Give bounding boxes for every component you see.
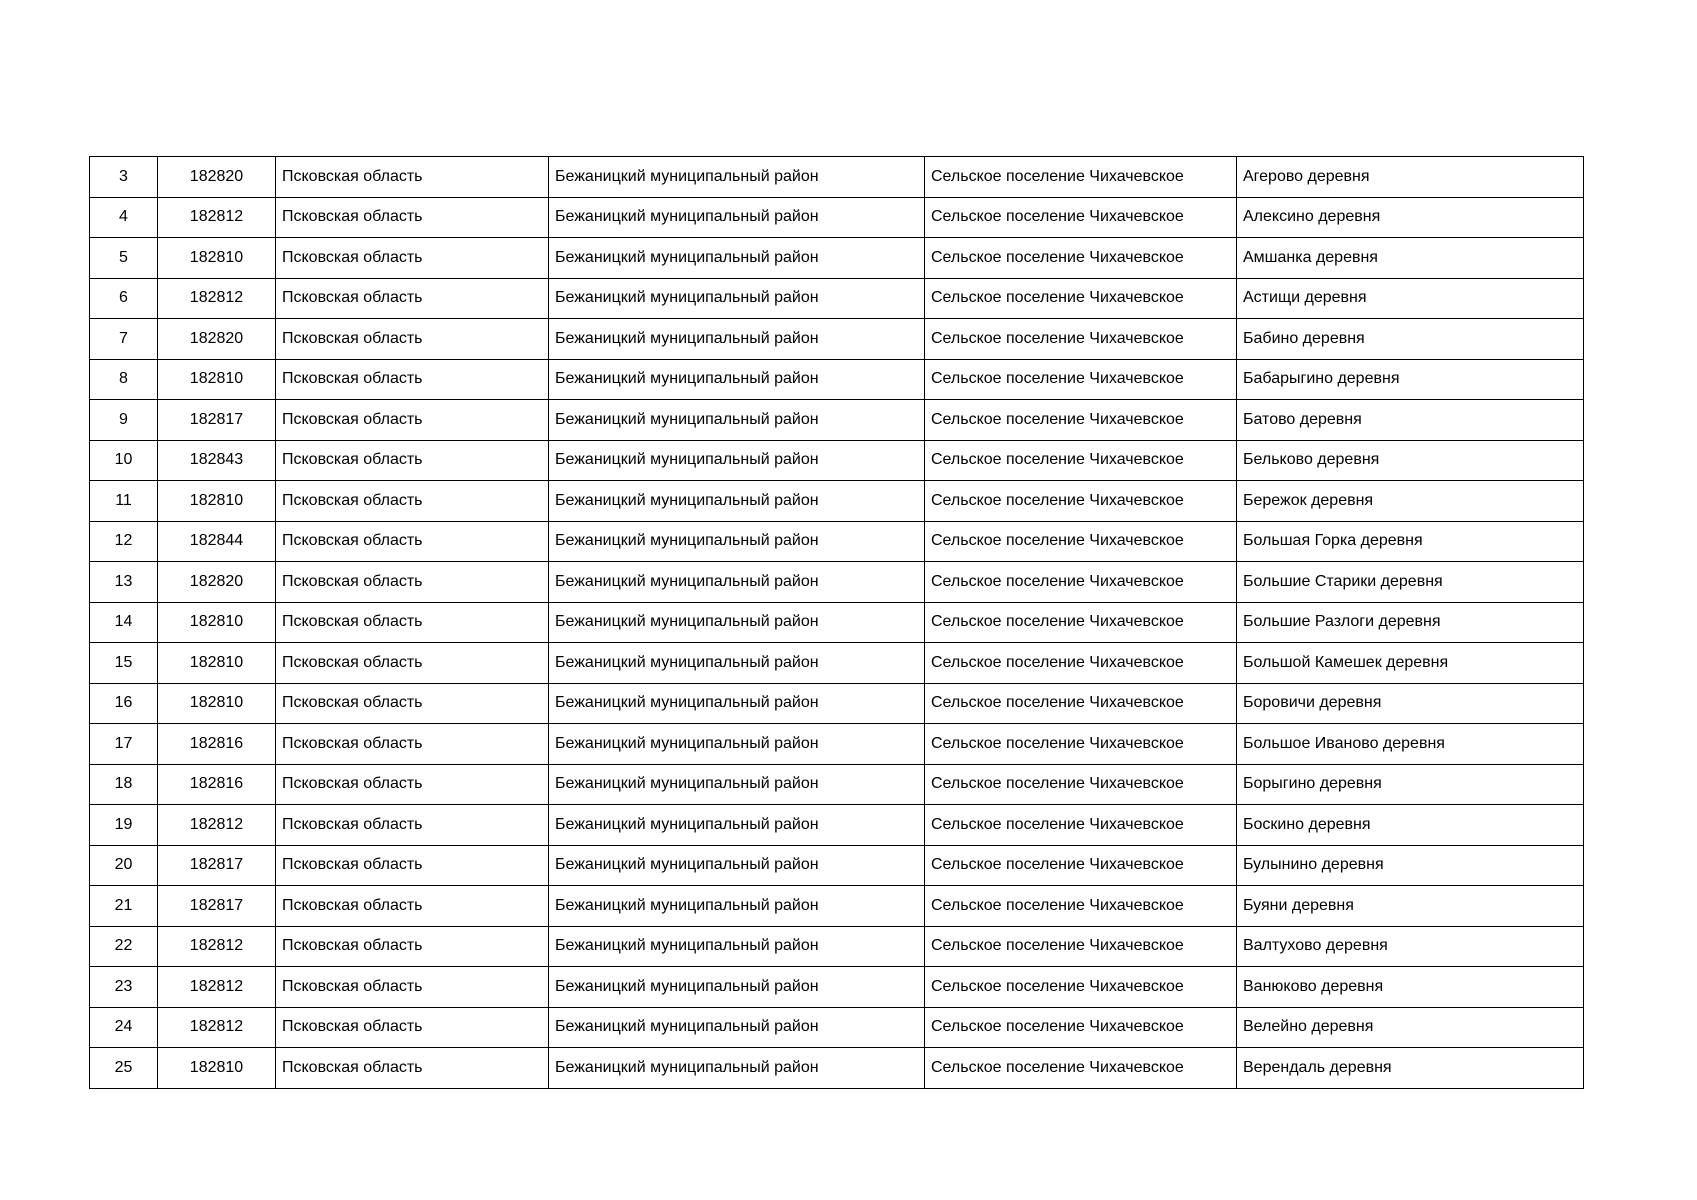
table-body — [90, 157, 1584, 1089]
region-cell: Псковская область — [276, 157, 549, 198]
region-cell: Псковская область — [276, 319, 549, 360]
region-cell: Псковская область — [276, 1007, 549, 1048]
settlement-cell: Сельское поселение Чихачевское — [925, 1048, 1237, 1089]
table-row — [90, 805, 1584, 846]
settlement-cell: Сельское поселение Чихачевское — [925, 157, 1237, 198]
table-row — [90, 481, 1584, 522]
table-row — [90, 278, 1584, 319]
region-cell: Псковская область — [276, 724, 549, 765]
table-row — [90, 400, 1584, 441]
table-row — [90, 562, 1584, 603]
postal-code-cell: 182810 — [158, 359, 276, 400]
row-number-cell: 15 — [90, 643, 158, 684]
settlement-cell: Сельское поселение Чихачевское — [925, 440, 1237, 481]
row-number-cell: 7 — [90, 319, 158, 360]
district-cell: Бежаницкий муниципальный район — [549, 967, 925, 1008]
row-number-cell: 10 — [90, 440, 158, 481]
district-cell: Бежаницкий муниципальный район — [549, 440, 925, 481]
locality-cell: Верендаль деревня — [1237, 1048, 1584, 1089]
locality-cell: Астищи деревня — [1237, 278, 1584, 319]
row-number-cell: 13 — [90, 562, 158, 603]
table-row — [90, 926, 1584, 967]
row-number-cell: 22 — [90, 926, 158, 967]
region-cell: Псковская область — [276, 602, 549, 643]
settlement-cell: Сельское поселение Чихачевское — [925, 1007, 1237, 1048]
table-row — [90, 602, 1584, 643]
row-number-cell: 21 — [90, 886, 158, 927]
district-cell: Бежаницкий муниципальный район — [549, 805, 925, 846]
row-number-cell: 23 — [90, 967, 158, 1008]
region-cell: Псковская область — [276, 967, 549, 1008]
postal-code-cell: 182812 — [158, 926, 276, 967]
postal-code-cell: 182817 — [158, 400, 276, 441]
region-cell: Псковская область — [276, 805, 549, 846]
locality-cell: Большие Разлоги деревня — [1237, 602, 1584, 643]
postal-code-cell: 182812 — [158, 805, 276, 846]
settlement-cell: Сельское поселение Чихачевское — [925, 926, 1237, 967]
table-row — [90, 197, 1584, 238]
postal-code-cell: 182820 — [158, 319, 276, 360]
region-cell: Псковская область — [276, 521, 549, 562]
district-cell: Бежаницкий муниципальный район — [549, 643, 925, 684]
district-cell: Бежаницкий муниципальный район — [549, 562, 925, 603]
settlement-cell: Сельское поселение Чихачевское — [925, 764, 1237, 805]
postal-code-cell: 182812 — [158, 278, 276, 319]
locality-cell: Булынино деревня — [1237, 845, 1584, 886]
district-cell: Бежаницкий муниципальный район — [549, 926, 925, 967]
row-number-cell: 14 — [90, 602, 158, 643]
row-number-cell: 5 — [90, 238, 158, 279]
region-cell: Псковская область — [276, 197, 549, 238]
settlement-cell: Сельское поселение Чихачевское — [925, 724, 1237, 765]
table-row — [90, 643, 1584, 684]
region-cell: Псковская область — [276, 440, 549, 481]
table-row — [90, 683, 1584, 724]
table-row — [90, 724, 1584, 765]
region-cell: Псковская область — [276, 764, 549, 805]
table-row — [90, 1007, 1584, 1048]
region-cell: Псковская область — [276, 926, 549, 967]
locality-cell: Большая Горка деревня — [1237, 521, 1584, 562]
row-number-cell: 3 — [90, 157, 158, 198]
settlement-cell: Сельское поселение Чихачевское — [925, 886, 1237, 927]
settlement-cell: Сельское поселение Чихачевское — [925, 278, 1237, 319]
region-cell: Псковская область — [276, 845, 549, 886]
row-number-cell: 11 — [90, 481, 158, 522]
table-row — [90, 764, 1584, 805]
postal-code-cell: 182817 — [158, 845, 276, 886]
table-row — [90, 359, 1584, 400]
region-cell: Псковская область — [276, 643, 549, 684]
postal-code-cell: 182843 — [158, 440, 276, 481]
locality-cell: Бельково деревня — [1237, 440, 1584, 481]
postal-code-cell: 182810 — [158, 238, 276, 279]
district-cell: Бежаницкий муниципальный район — [549, 521, 925, 562]
locality-cell: Батово деревня — [1237, 400, 1584, 441]
table-row — [90, 845, 1584, 886]
row-number-cell: 9 — [90, 400, 158, 441]
settlement-cell: Сельское поселение Чихачевское — [925, 238, 1237, 279]
settlement-cell: Сельское поселение Чихачевское — [925, 481, 1237, 522]
table-row — [90, 1048, 1584, 1089]
region-cell: Псковская область — [276, 886, 549, 927]
locality-cell: Буяни деревня — [1237, 886, 1584, 927]
table-row — [90, 886, 1584, 927]
row-number-cell: 19 — [90, 805, 158, 846]
row-number-cell: 24 — [90, 1007, 158, 1048]
district-cell: Бежаницкий муниципальный район — [549, 602, 925, 643]
locality-cell: Ванюково деревня — [1237, 967, 1584, 1008]
locality-cell: Валтухово деревня — [1237, 926, 1584, 967]
table-row — [90, 238, 1584, 279]
locality-cell: Большой Камешек деревня — [1237, 643, 1584, 684]
locality-cell: Агерово деревня — [1237, 157, 1584, 198]
table-row — [90, 157, 1584, 198]
region-cell: Псковская область — [276, 400, 549, 441]
row-number-cell: 8 — [90, 359, 158, 400]
table-row — [90, 440, 1584, 481]
postal-code-cell: 182844 — [158, 521, 276, 562]
district-cell: Бежаницкий муниципальный район — [549, 319, 925, 360]
locality-cell: Бабино деревня — [1237, 319, 1584, 360]
row-number-cell: 16 — [90, 683, 158, 724]
postal-code-cell: 182810 — [158, 1048, 276, 1089]
region-cell: Псковская область — [276, 359, 549, 400]
row-number-cell: 20 — [90, 845, 158, 886]
district-cell: Бежаницкий муниципальный район — [549, 683, 925, 724]
district-cell: Бежаницкий муниципальный район — [549, 238, 925, 279]
settlements-table — [89, 156, 1584, 1089]
settlement-cell: Сельское поселение Чихачевское — [925, 359, 1237, 400]
locality-cell: Большие Старики деревня — [1237, 562, 1584, 603]
postal-code-cell: 182812 — [158, 197, 276, 238]
table-row — [90, 967, 1584, 1008]
postal-code-cell: 182816 — [158, 724, 276, 765]
settlement-cell: Сельское поселение Чихачевское — [925, 805, 1237, 846]
postal-code-cell: 182820 — [158, 562, 276, 603]
row-number-cell: 18 — [90, 764, 158, 805]
locality-cell: Боскино деревня — [1237, 805, 1584, 846]
region-cell: Псковская область — [276, 278, 549, 319]
settlement-cell: Сельское поселение Чихачевское — [925, 400, 1237, 441]
region-cell: Псковская область — [276, 481, 549, 522]
settlement-cell: Сельское поселение Чихачевское — [925, 562, 1237, 603]
postal-code-cell: 182817 — [158, 886, 276, 927]
district-cell: Бежаницкий муниципальный район — [549, 197, 925, 238]
postal-code-cell: 182810 — [158, 643, 276, 684]
row-number-cell: 25 — [90, 1048, 158, 1089]
district-cell: Бежаницкий муниципальный район — [549, 400, 925, 441]
settlement-cell: Сельское поселение Чихачевское — [925, 643, 1237, 684]
table-row — [90, 521, 1584, 562]
locality-cell: Большое Иваново деревня — [1237, 724, 1584, 765]
row-number-cell: 6 — [90, 278, 158, 319]
locality-cell: Борыгино деревня — [1237, 764, 1584, 805]
row-number-cell: 12 — [90, 521, 158, 562]
postal-code-cell: 182810 — [158, 602, 276, 643]
table-row — [90, 319, 1584, 360]
district-cell: Бежаницкий муниципальный район — [549, 1007, 925, 1048]
postal-code-cell: 182816 — [158, 764, 276, 805]
locality-cell: Амшанка деревня — [1237, 238, 1584, 279]
settlement-cell: Сельское поселение Чихачевское — [925, 521, 1237, 562]
settlement-cell: Сельское поселение Чихачевское — [925, 967, 1237, 1008]
district-cell: Бежаницкий муниципальный район — [549, 764, 925, 805]
district-cell: Бежаницкий муниципальный район — [549, 1048, 925, 1089]
settlement-cell: Сельское поселение Чихачевское — [925, 602, 1237, 643]
region-cell: Псковская область — [276, 1048, 549, 1089]
district-cell: Бежаницкий муниципальный район — [549, 724, 925, 765]
district-cell: Бежаницкий муниципальный район — [549, 278, 925, 319]
district-cell: Бежаницкий муниципальный район — [549, 481, 925, 522]
district-cell: Бежаницкий муниципальный район — [549, 845, 925, 886]
locality-cell: Боровичи деревня — [1237, 683, 1584, 724]
postal-code-cell: 182810 — [158, 683, 276, 724]
district-cell: Бежаницкий муниципальный район — [549, 359, 925, 400]
region-cell: Псковская область — [276, 562, 549, 603]
postal-code-cell: 182812 — [158, 1007, 276, 1048]
locality-cell: Алексино деревня — [1237, 197, 1584, 238]
postal-code-cell: 182820 — [158, 157, 276, 198]
region-cell: Псковская область — [276, 683, 549, 724]
settlement-cell: Сельское поселение Чихачевское — [925, 845, 1237, 886]
locality-cell: Бабарыгино деревня — [1237, 359, 1584, 400]
postal-code-cell: 182810 — [158, 481, 276, 522]
postal-code-cell: 182812 — [158, 967, 276, 1008]
settlement-cell: Сельское поселение Чихачевское — [925, 683, 1237, 724]
row-number-cell: 4 — [90, 197, 158, 238]
settlement-cell: Сельское поселение Чихачевское — [925, 319, 1237, 360]
district-cell: Бежаницкий муниципальный район — [549, 886, 925, 927]
row-number-cell: 17 — [90, 724, 158, 765]
region-cell: Псковская область — [276, 238, 549, 279]
locality-cell: Велейно деревня — [1237, 1007, 1584, 1048]
settlement-cell: Сельское поселение Чихачевское — [925, 197, 1237, 238]
district-cell: Бежаницкий муниципальный район — [549, 157, 925, 198]
locality-cell: Бережок деревня — [1237, 481, 1584, 522]
